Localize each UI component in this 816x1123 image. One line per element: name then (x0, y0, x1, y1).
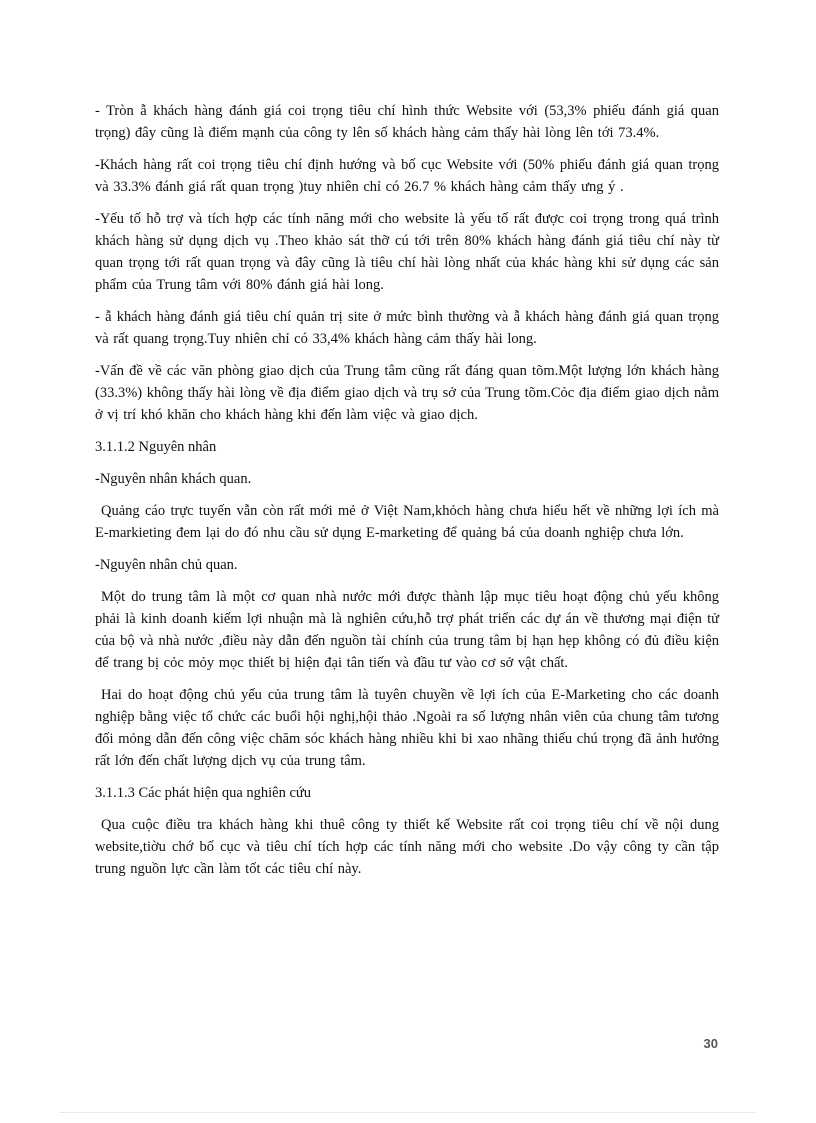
section-heading-findings: 3.1.1.3 Các phát hiện qua nghiên cứu (95, 785, 312, 801)
paragraph-website-form: - Tròn ẫ khách hàng đánh giá coi trọng tiêu chí hình thức Website với (53,3% phiếu đánh giá quan trọng) đây cũng là điểm mạnh của công ty lên số khách hàng cảm thấy hài lòng lên tới 73.4%. (95, 103, 719, 141)
paragraph-new-features: -Yếu tố hỗ trợ và tích hợp các tính năng mới cho website là yếu tố rất được coi trọng trong quá trình khách hàng sử dụng dịch vụ .Theo khảo sát thỡ cú tới trên 80% khách hàng đánh giá tiêu chí này từ quan trọng tới rất quan trọng và đây cũng là tiêu chí hài lòng nhất của khác hàng khi sử dụng các sản phẩm của Trung tâm với 80% đánh giá hài long. (95, 211, 719, 293)
section-heading-causes: 3.1.1.2 Nguyên nhân (95, 439, 217, 455)
paragraph-subjective-one: Một do trung tâm là một cơ quan nhà nước mới được thành lập mục tiêu hoạt động chủ yếu không phải là kinh doanh kiếm lợi nhuận mà là nghiên cứu,hỗ trợ phát triển các dự án về thương mại điện tử của bộ và nhà nước ,điều này dẫn đến nguồn tài chính của trung tâm bị hạn hẹp không có đủ điều kiện để trang bị cỏc mỏy mọc thiết bị hiện đại tân tiến và đầu tư vào cơ sở vật chất. (95, 589, 719, 671)
paragraph-objective-causes: Quảng cáo trực tuyến vẫn còn rất mới mẻ ở Việt Nam,khỏch hàng chưa hiểu hết về những lợi ích mà E-markieting đem lại do đó nhu cầu sử dụng E-marketing để quảng bá của doanh nghiệp chưa lớn. (95, 503, 719, 541)
subheading-subjective-causes: -Nguyên nhân chủ quan. (95, 557, 238, 573)
page-bottom-divider (60, 1112, 756, 1113)
paragraph-offices: -Vấn đề về các văn phòng giao dịch của Trung tâm cũng rất đáng quan tõm.Một lượng lớn khách hàng (33.3%) không thấy hài lòng về địa điểm giao dịch và trụ sở của Trung tõm.Cỏc địa điểm giao dịch nằm ở vị trí khó khăn cho khách hàng khi đến làm việc và giao dịch. (95, 363, 719, 423)
subheading-objective-causes: -Nguyên nhân khách quan. (95, 471, 252, 487)
paragraph-subjective-two: Hai do hoạt động chủ yếu của trung tâm là tuyên chuyền về lợi ích của E-Marketing cho các doanh nghiệp bằng việc tổ chức các buổi hội nghị,hội thảo .Ngoài ra số lượng nhân viên của chung tâm tương đối mỏng dẫn đến công việc chăm sóc khách hàng nhiều khi bi xao nhãng thiếu chú trọng đã ảnh hưởng rất lớn đến chất lượng dịch vụ của trung tâm. (95, 687, 719, 769)
paragraph-layout-orientation: -Khách hàng rất coi trọng tiêu chí định hướng và bố cục Website với (50% phiếu đánh giá quan trọng và 33.3% đánh giá rất quan trọng )tuy nhiên chỉ có 26.7 % khách hàng cảm thấy ưng ý . (95, 157, 719, 195)
page-content (95, 100, 719, 890)
page-number: 30 (703, 1036, 718, 1051)
paragraph-findings: Qua cuộc điều tra khách hàng khi thuê công ty thiết kế Website rất coi trọng tiêu chí về nội dung website,tiờu chớ bố cục và tiêu chí tích hợp các tính năng mới cho website .Do vậy công ty cần tập trung nguồn lực cần làm tốt các tiêu chí này. (95, 817, 719, 877)
paragraph-site-admin: - ẫ khách hàng đánh giá tiêu chí quản trị site ở mức bình thường và ẫ khách hàng đánh giá quan trọng và rất quang trọng.Tuy nhiên chỉ có 33,4% khách hàng cảm thấy hài long. (95, 309, 719, 347)
